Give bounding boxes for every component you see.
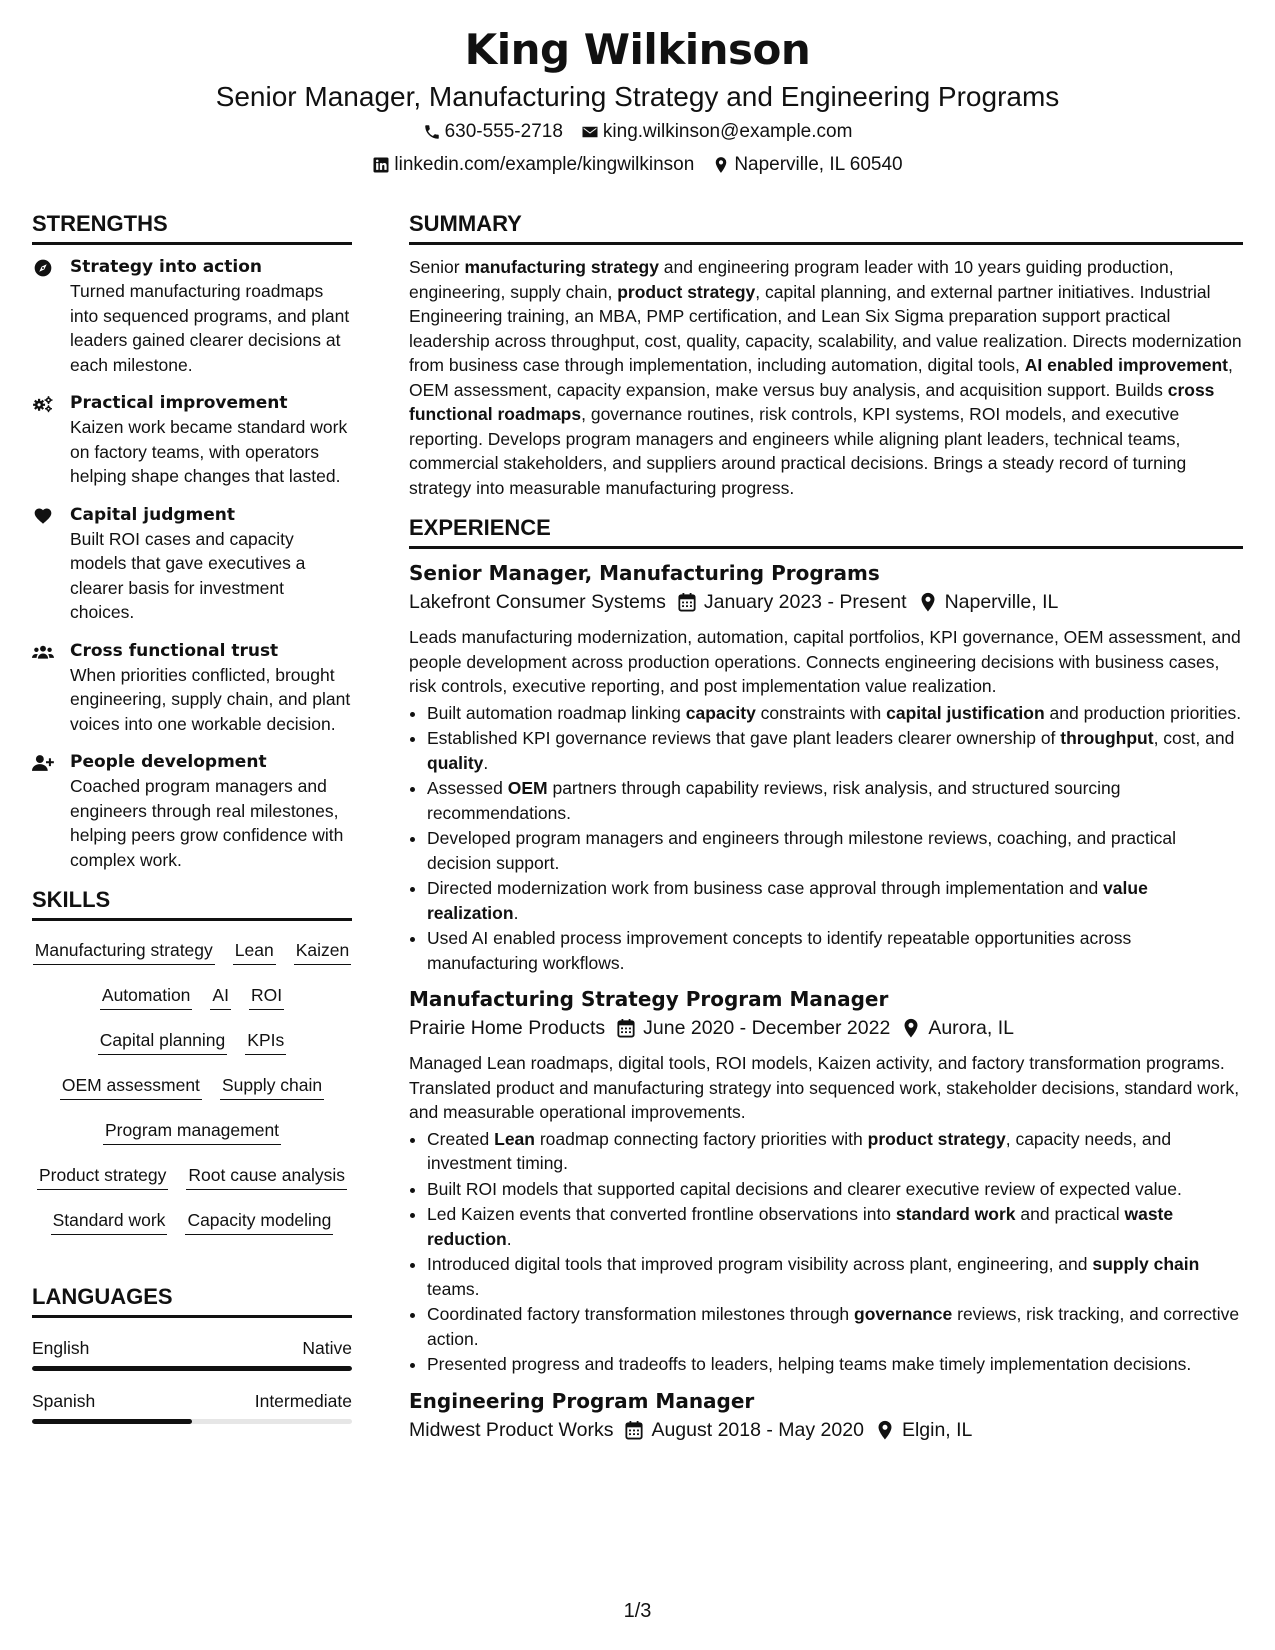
email-text[interactable]: king.wilkinson@example.com [602,121,853,142]
skill-tag: Standard work [51,1207,168,1235]
strength-title: Strategy into action [70,257,262,277]
strength-text [70,750,352,872]
job-title: Senior Manager, Manufacturing Programs [409,561,880,585]
strength-text [70,503,352,625]
strength-text [70,391,352,489]
strength-title: Capital judgment [70,504,236,525]
strength-text [70,255,352,377]
right-column [409,210,1243,1453]
skill-tag: ROI [249,982,284,1010]
job-meta [409,1013,1243,1043]
skill-tag: Root cause analysis [186,1162,347,1190]
strength-title: People development [70,752,267,772]
job-description: Managed Lean roadmaps, digital tools, ROI models, Kaizen activity, and factory transformation programs. Translated product and manufacturing strategy into sequenced work, stakeholder decisions, standard work, and measurable operational improvements. [409,1053,1240,1122]
skill-tag: Product strategy [37,1162,168,1190]
job-bullets [427,701,1243,976]
contact-email[interactable] [581,120,853,144]
skill-tag: Capacity modeling [185,1207,333,1235]
job-dates [678,587,907,617]
language-row [32,1389,352,1413]
job-bullet: • Presented progress and tradeoffs to leaders, helping teams make timely implementation decisions. [427,1352,1243,1377]
job-dates-text: August 2018 - May 2020 [651,1418,864,1441]
job-bullet: • Used AI enabled process improvement concepts to identify repeatable opportunities across manufacturing workflows. [427,926,1243,975]
job-bullet: • Established KPI governance reviews that gave plant leaders clearer ownership of throughput, cost, and quality. [427,726,1243,775]
strength-description: Kaizen work became standard work on factory teams, with operators helping shape changes that lasted. [70,417,348,486]
left-column [32,210,352,1442]
map-pin-icon [712,156,730,174]
skills-heading: SKILLS [32,886,352,921]
job-meta [409,1415,1243,1445]
job-location-text: Elgin, IL [901,1418,973,1441]
map-pin-icon [919,592,937,612]
skill-tag: Kaizen [294,937,352,965]
strength-description: Coached program managers and engineers through real milestones, helping peers grow confidence with complex work. [70,776,344,870]
job-location [902,1013,1014,1043]
language-proficiency-fill [32,1419,192,1424]
experience-heading: EXPERIENCE [409,514,1243,549]
job-description: Leads manufacturing modernization, automation, capital portfolios, KPI governance, OEM assessment, and people development across production operations. Connects engineering decisions with business cases, risk controls, executive reporting, and post implementation value realization. [409,627,1241,696]
map-pin-icon [876,1420,894,1440]
calendar-icon [678,592,696,612]
job-bullets [427,1127,1243,1377]
job-location-text: Naperville, IL [944,591,1059,613]
experience-list [409,559,1243,1445]
strength-title: Practical improvement [70,393,288,413]
envelope-icon [581,123,599,141]
phone-text: 630-555-2718 [444,121,563,142]
job-location [876,1415,972,1445]
job-bullet: • Introduced digital tools that improved program visibility across plant, engineering, and supply chain teams. [427,1252,1243,1301]
page-number: 1/3 [623,1600,652,1622]
job-bullet: • Developed program managers and engineers through milestone reviews, coaching, and practical decision support. [427,826,1243,875]
strength-item [32,639,352,737]
job-bullet: • Built ROI models that supported capital decisions and clearer executive review of expected value. [427,1177,1243,1202]
job-bullet: • Created Lean roadmap connecting factory priorities with product strategy, capacity needs, and investment timing. [427,1127,1243,1176]
compass-icon [32,255,58,377]
language-proficiency-bar [32,1366,352,1371]
job-dates [625,1415,863,1445]
language-name: English [32,1338,90,1358]
strength-text [70,639,352,737]
languages-heading: LANGUAGES [32,1283,352,1318]
job-dates-text: January 2023 - Present [703,591,907,613]
calendar-icon [625,1420,643,1440]
skill-tag: Manufacturing strategy [33,937,215,965]
users-icon [32,639,58,737]
contact-location [712,153,902,177]
resume-header [0,22,1275,177]
language-item [32,1336,352,1371]
language-proficiency-fill [32,1366,352,1371]
strength-item [32,750,352,872]
linkedin-icon [372,156,390,174]
strength-item [32,255,352,377]
job-dates-text: June 2020 - December 2022 [643,1017,891,1039]
job-entry [409,985,1243,1377]
job-bullet: • Led Kaizen events that converted frontline observations into standard work and practical waste reduction. [427,1202,1243,1251]
contact-phone [423,120,563,144]
skill-tag: OEM assessment [60,1072,202,1100]
strength-item [32,503,352,625]
job-location [919,587,1059,617]
skills-list [32,931,352,1253]
language-level: Intermediate [254,1391,352,1411]
candidate-title: Senior Manager, Manufacturing Strategy and Engineering Programs [215,81,1060,112]
user-plus-icon [32,750,58,872]
contact-row-primary [0,120,1275,144]
job-bullet: • Built automation roadmap linking capacity constraints with capital justification and production priorities. [427,701,1243,726]
summary-heading: SUMMARY [409,210,1243,245]
languages-list [32,1328,352,1424]
skill-tag: Supply chain [220,1072,324,1100]
job-location-text: Aurora, IL [928,1017,1014,1039]
job-dates [617,1013,890,1043]
job-title: Engineering Program Manager [409,1388,755,1413]
strength-item [32,391,352,489]
language-item [32,1389,352,1424]
strength-description: When priorities conflicted, brought engineering, supply chain, and plant voices into one workable decision. [70,664,351,734]
skill-tag: Lean [233,937,276,965]
heart-icon [32,503,58,625]
job-company: Lakefront Consumer Systems [409,591,666,613]
job-meta [409,587,1243,617]
job-entry [409,559,1243,975]
strengths-list [32,255,352,872]
skill-tag: KPIs [245,1027,286,1055]
phone-icon [423,123,441,141]
strength-description: Turned manufacturing roadmaps into sequenced programs, and plant leaders gained clearer decisions at each milestone. [70,281,350,375]
gears-icon [32,391,58,489]
contact-linkedin[interactable] [372,153,694,177]
strength-description: Built ROI cases and capacity models that gave executives a clearer basis for investment choices. [70,528,306,622]
job-bullet: • Assessed OEM partners through capability reviews, risk analysis, and structured sourcing recommendations. [427,776,1243,825]
skill-tag: Capital planning [98,1027,228,1055]
job-company: Midwest Product Works [409,1418,614,1441]
job-bullet: • Directed modernization work from business case approval through implementation and value realization. [427,876,1243,925]
summary-text: Senior manufacturing strategy and engineering program leader with 10 years guiding production, engineering, supply chain, product strategy, capital planning, and external partner initiatives. Industrial Engineering training, an MBA, PMP certification, and Lean Six Sigma preparation support practical leadership across throughput, cost, quality, capacity, scalability, and value realization. Directs modernization from business case through implementation, including automation, digital tools, AI enabled improvement, OEM assessment, capacity expansion, make versus buy analysis, and acquisition support. Builds cross functional roadmaps, governance routines, risk controls, KPI systems, ROI models, and executive reporting. Develops program managers and engineers while aligning plant leaders, technical teams, commercial stakeholders, and suppliers around practical decisions. Brings a steady record of turning strategy into measurable manufacturing progress. [409,257,1242,498]
strengths-heading: STRENGTHS [32,210,352,245]
language-proficiency-bar [32,1419,352,1424]
language-row [32,1336,352,1360]
language-level: Native [302,1338,352,1358]
skill-tag: Program management [103,1117,281,1145]
calendar-icon [617,1018,635,1038]
linkedin-text[interactable]: linkedin.com/example/kingwilkinson [394,154,695,175]
job-title: Manufacturing Strategy Program Manager [409,987,889,1011]
job-company: Prairie Home Products [409,1017,606,1039]
map-pin-icon [902,1018,920,1038]
language-name: Spanish [32,1391,96,1411]
job-bullet: • Coordinated factory transformation milestones through governance reviews, risk tracking, and corrective action. [427,1302,1243,1351]
job-entry [409,1387,1243,1445]
skill-tag: AI [210,982,231,1010]
skill-tag: Automation [100,982,193,1010]
candidate-name: King Wilkinson [464,25,811,74]
strength-title: Cross functional trust [70,640,279,661]
location-text: Naperville, IL 60540 [734,154,903,175]
contact-row-secondary [0,153,1275,177]
